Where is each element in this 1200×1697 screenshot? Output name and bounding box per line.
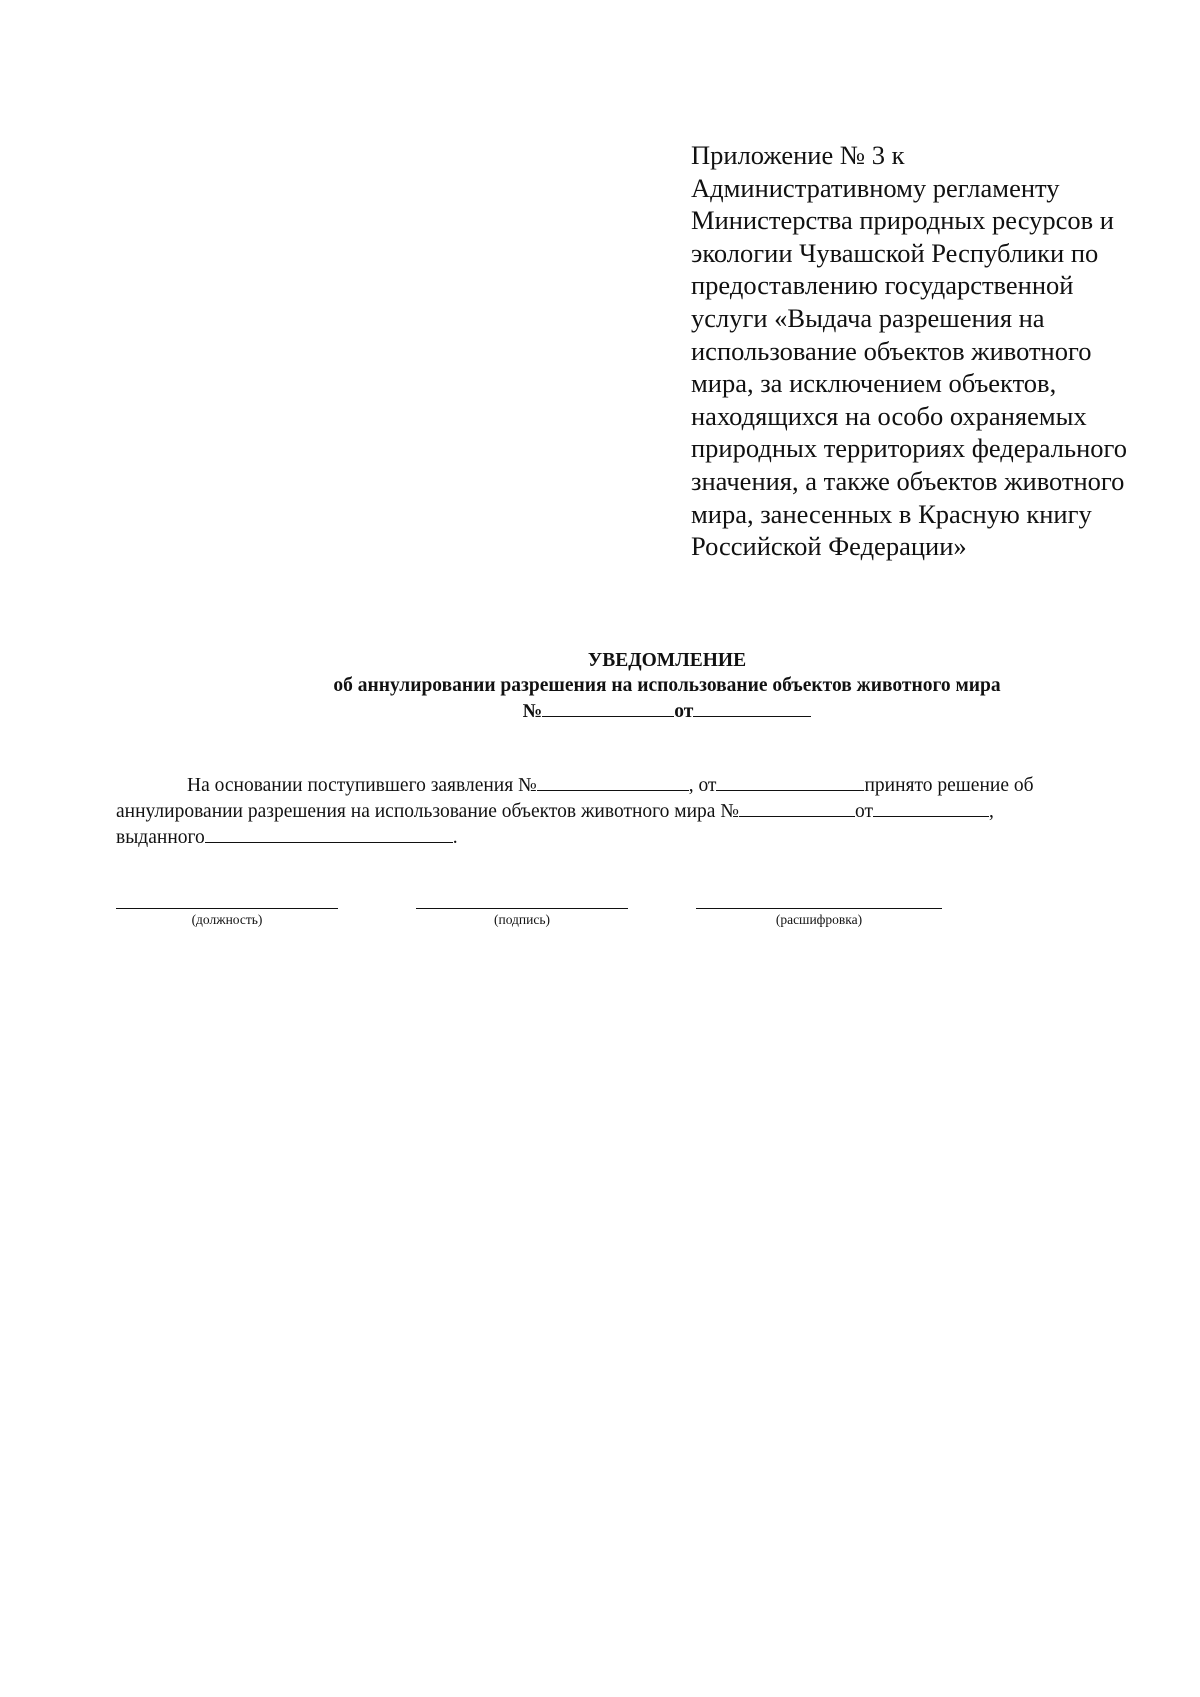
body-line-1 — [116, 772, 1116, 798]
body-text-segment: выданного — [116, 827, 205, 848]
from-word: от — [674, 701, 694, 722]
appendix-line: Российской Федерации» — [691, 531, 967, 562]
notice-body — [116, 772, 1116, 850]
document-number-line — [0, 698, 1200, 724]
permit-number-blank[interactable] — [739, 798, 855, 817]
decoding-signature-field[interactable] — [696, 908, 942, 948]
document-heading — [0, 648, 1200, 724]
notice-number-blank[interactable] — [542, 698, 674, 717]
appendix-line: природных территориях федерального — [691, 433, 1127, 464]
position-caption: (должность) — [191, 912, 263, 927]
application-number-blank[interactable] — [537, 772, 689, 791]
signature-field[interactable] — [416, 908, 628, 948]
body-text-segment: На основании поступившего заявления № — [187, 775, 537, 796]
appendix-line: Административному регламенту — [691, 172, 1060, 203]
body-line-2 — [116, 798, 1116, 824]
appendix-line: экологии Чувашской Республики по — [691, 237, 1099, 268]
body-text-segment: от — [854, 801, 873, 822]
document-title: УВЕДОМЛЕНИЕ — [587, 650, 747, 671]
issued-to-blank[interactable] — [205, 824, 453, 843]
position-signature-field[interactable] — [116, 908, 338, 948]
appendix-reference — [691, 139, 1191, 563]
number-sign: № — [522, 701, 543, 722]
body-line-3 — [116, 824, 1116, 850]
signature-caption: (подпись) — [493, 912, 551, 927]
signature-line — [416, 908, 628, 909]
position-line — [116, 908, 338, 909]
permit-date-blank[interactable] — [873, 798, 989, 817]
body-text-segment: принято решение об — [864, 775, 1034, 796]
appendix-line: использование объектов животного — [691, 335, 1092, 366]
appendix-line: находящихся на особо охраняемых — [691, 400, 1087, 431]
appendix-line: услуги «Выдача разрешения на — [691, 302, 1045, 333]
body-text-segment: аннулировании разрешения на использование объектов животного мира № — [116, 801, 739, 822]
decoding-line — [696, 908, 942, 909]
appendix-line: мира, за исключением объектов, — [691, 368, 1057, 399]
notice-date-blank[interactable] — [693, 698, 811, 717]
appendix-line: значения, а также объектов животного — [691, 465, 1125, 496]
body-text-segment: , от — [688, 775, 717, 796]
appendix-line: мира, занесенных в Красную книгу — [691, 498, 1092, 529]
appendix-line: Министерства природных ресурсов и — [691, 205, 1114, 236]
appendix-line: Приложение № 3 к — [691, 140, 905, 170]
document-subtitle: об аннулировании разрешения на использование объектов животного мира — [333, 675, 1001, 696]
application-date-blank[interactable] — [716, 772, 864, 791]
decoding-caption: (расшифровка) — [775, 912, 863, 927]
body-text-segment: . — [452, 827, 458, 848]
body-text-segment: , — [988, 801, 994, 822]
appendix-line: предоставлению государственной — [691, 270, 1074, 301]
